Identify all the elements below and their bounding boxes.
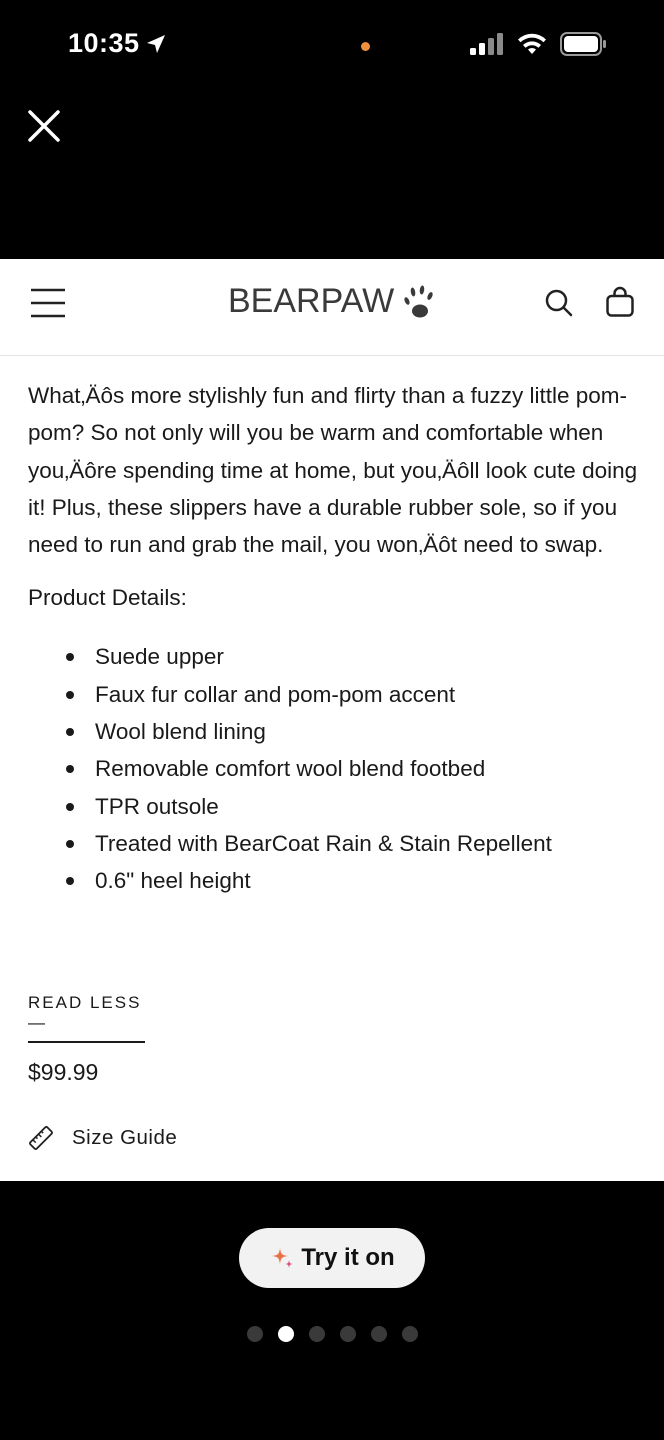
feature-text: 0.6" heel height: [95, 868, 251, 894]
brand-logo[interactable]: [228, 279, 436, 323]
collapse-dash-icon: —: [28, 1013, 47, 1032]
status-icons: [470, 32, 608, 56]
list-item: [28, 638, 638, 675]
product-content: [28, 377, 638, 900]
bullet: [66, 691, 74, 699]
sparkle-icon: [269, 1245, 295, 1271]
try-it-on-button[interactable]: [239, 1228, 425, 1288]
bullet: [66, 877, 74, 885]
product-price: $99.99: [28, 1059, 99, 1085]
brand-logo-text: BEARPAW: [228, 281, 395, 320]
size-guide-link[interactable]: [28, 1125, 177, 1151]
pagination-dot[interactable]: [340, 1326, 356, 1342]
pagination-dot[interactable]: [402, 1326, 418, 1342]
product-panel: [0, 259, 664, 1181]
paw-print-icon: [396, 281, 436, 321]
feature-text: Treated with BearCoat Rain & Stain Repellent: [95, 830, 552, 856]
shopping-bag-icon[interactable]: [605, 286, 635, 318]
status-bar: [0, 0, 664, 92]
site-header: [0, 259, 664, 356]
cellular-signal-icon: [470, 33, 504, 55]
ruler-icon: [28, 1125, 54, 1151]
feature-text: Wool blend lining: [95, 719, 266, 745]
list-item: [28, 676, 638, 713]
feature-text: Removable comfort wool blend footbed: [95, 756, 486, 782]
search-icon[interactable]: [544, 288, 574, 318]
product-features-list: [28, 638, 638, 899]
pagination-dot[interactable]: [309, 1326, 325, 1342]
recording-indicator-dot: [361, 42, 370, 51]
pagination-dot[interactable]: [247, 1326, 263, 1342]
status-time-text: 10:35: [68, 28, 140, 58]
carousel-pagination: [247, 1326, 418, 1342]
try-it-on-label: Try it on: [301, 1244, 395, 1271]
feature-text: Faux fur collar and pom-pom accent: [95, 681, 456, 707]
close-icon[interactable]: [26, 108, 62, 144]
feature-text: Suede upper: [95, 644, 224, 670]
pagination-dot-active[interactable]: [278, 1326, 294, 1342]
read-less-label: READ LESS: [28, 993, 142, 1012]
hamburger-menu-icon[interactable]: [30, 285, 66, 321]
product-details-heading: Product Details:: [28, 585, 187, 611]
bullet: [66, 653, 74, 661]
bullet: [66, 728, 74, 736]
list-item: [28, 750, 638, 787]
status-time: [68, 28, 168, 59]
bullet: [66, 765, 74, 773]
list-item: [28, 713, 638, 750]
size-guide-label: Size Guide: [72, 1126, 178, 1149]
bullet: [66, 803, 74, 811]
product-description: What‚Äôs more stylishly fun and flirty than a fuzzy little pom-pom? So not only will you be warm and comfortable when you‚Äôre spending time at home, but you‚Äôll look cute doing it! Plus, these slippers have a durable rubber sole, so if you need to run and grab the mail, you won‚Äôt need to swap.: [28, 383, 638, 558]
pagination-dot[interactable]: [371, 1326, 387, 1342]
list-item: [28, 825, 638, 862]
wifi-icon: [516, 32, 548, 56]
location-arrow-icon: [144, 32, 168, 56]
read-less-link[interactable]: [28, 993, 145, 1043]
battery-icon: [560, 32, 608, 56]
list-item: [28, 862, 638, 899]
feature-text: TPR outsole: [95, 793, 219, 819]
bullet: [66, 840, 74, 848]
list-item: [28, 788, 638, 825]
